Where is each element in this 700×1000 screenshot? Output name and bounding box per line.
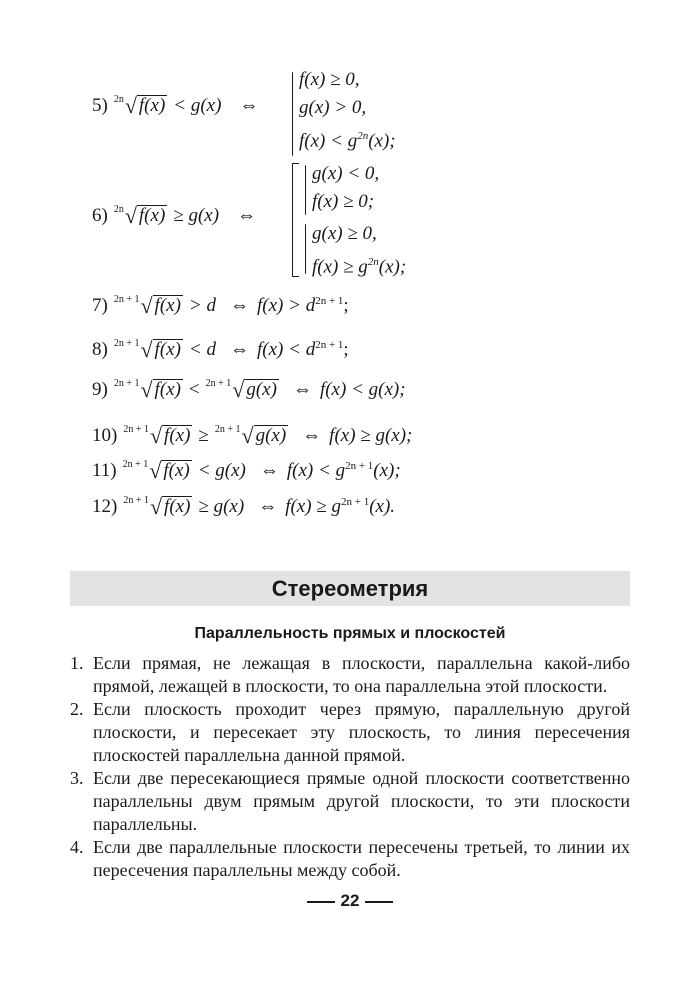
root	[206, 379, 279, 401]
rhs: f(x) ≥ g(x);	[329, 425, 413, 446]
equivalence-sign: ⇔	[239, 95, 259, 116]
relation: ≥ g(x)	[198, 496, 245, 517]
equivalence-sign: ⇔	[302, 425, 322, 446]
item-number: 4.	[70, 837, 84, 857]
root-index: 2n + 1	[123, 424, 149, 435]
radical-sign-icon: √	[124, 93, 137, 118]
rhs: f(x) > d	[257, 295, 316, 316]
formula-number: 11)	[92, 460, 117, 481]
root	[123, 425, 192, 447]
root-index: 2n	[113, 204, 124, 215]
radical-sign-icon: √	[140, 377, 153, 402]
list-item	[70, 836, 630, 882]
relation: <	[188, 379, 200, 400]
item-text: Если две параллельные плоскости пересечены третьей, то линии их пересечения параллельны между собой.	[93, 837, 630, 880]
system-brace	[305, 224, 306, 274]
list-item	[70, 698, 630, 767]
relation: ≥	[198, 425, 209, 446]
item-number: 3.	[70, 768, 84, 788]
formula-6	[92, 205, 268, 227]
exponent: 2n + 1	[315, 295, 344, 307]
system-brace	[305, 165, 306, 215]
rhs: f(x) < g(x);	[319, 379, 406, 400]
exponent: 2n	[357, 130, 369, 142]
rhs-tail: (x).	[369, 496, 396, 517]
radicand: f(x)	[154, 339, 181, 361]
theorem-list	[70, 652, 630, 912]
item-text: Если две пересекающиеся прямые одной плоскости соответственно параллельны двум прямым другой плоскости, то эти плоскости параллельны.	[93, 768, 630, 834]
system-line: g(x) > 0,	[299, 97, 367, 118]
equivalence-sign: ⇔	[292, 379, 312, 400]
radicand: g(x)	[255, 425, 287, 447]
line-tail: (x);	[368, 130, 396, 152]
formula-number: 10)	[92, 425, 118, 446]
root-index: 2n + 1	[113, 294, 140, 305]
exponent: 2n	[367, 256, 379, 268]
subsection-title: Параллельность прямых и плоскостей	[194, 625, 506, 642]
exponent: 2n + 1	[345, 460, 374, 472]
system-5	[299, 66, 396, 150]
root	[114, 95, 167, 117]
equivalence-sign: ⇔	[230, 339, 249, 360]
radicand: f(x)	[164, 425, 191, 447]
radical-sign-icon: √	[124, 203, 137, 228]
dash-right	[365, 901, 393, 903]
rhs-tail: (x);	[373, 460, 401, 481]
radical-sign-icon: √	[140, 293, 153, 318]
equivalence-sign: ⇔	[258, 496, 278, 517]
exponent: 2n + 1	[340, 496, 370, 508]
system-brace	[292, 72, 293, 156]
rhs-tail: ;	[343, 339, 349, 360]
system-line: f(x) ≥ 0,	[299, 69, 360, 90]
relation: < d	[188, 339, 216, 360]
section-title: Стереометрия	[271, 576, 429, 601]
system-6b	[312, 220, 406, 276]
rhs: f(x) < d	[257, 339, 316, 360]
system-line	[299, 122, 396, 150]
section-header	[70, 571, 630, 606]
relation: ≥ g(x)	[173, 205, 220, 226]
root-index: 2n + 1	[122, 459, 149, 470]
radicand: f(x)	[163, 460, 190, 482]
formula-number: 8)	[92, 339, 108, 360]
system-line: f(x) ≥ 0;	[312, 191, 375, 212]
root	[215, 425, 288, 447]
exponent: 2n + 1	[315, 339, 344, 351]
root	[123, 460, 192, 482]
radicand: f(x)	[154, 295, 181, 317]
rhs: f(x) ≥ g	[285, 496, 341, 517]
relation: < g(x)	[197, 460, 246, 481]
relation: < g(x)	[173, 95, 222, 116]
equivalence-sign: ⇔	[230, 295, 249, 316]
root-index: 2n + 1	[214, 424, 241, 435]
item-number: 1.	[70, 653, 84, 673]
formula-10	[92, 425, 412, 447]
root	[114, 339, 183, 361]
system-line: g(x) ≥ 0,	[312, 223, 377, 244]
line-base: f(x) ≥ g	[312, 256, 368, 278]
formula-5	[92, 95, 270, 117]
radicand: f(x)	[164, 496, 191, 518]
radical-sign-icon: √	[149, 423, 163, 448]
equivalence-sign: ⇔	[237, 205, 257, 226]
formula-number: 9)	[92, 379, 108, 400]
root-index: 2n	[113, 94, 124, 105]
formula-number: 6)	[92, 205, 108, 226]
union-bracket	[292, 163, 299, 277]
formula-11	[92, 460, 401, 482]
radicand: f(x)	[138, 205, 166, 227]
formula-9	[92, 379, 406, 401]
line-base: f(x) < g	[299, 130, 358, 152]
radical-sign-icon: √	[232, 377, 245, 402]
radical-sign-icon: √	[140, 337, 153, 362]
formula-number: 5)	[92, 95, 108, 116]
radical-sign-icon: √	[241, 423, 254, 448]
item-number: 2.	[70, 699, 84, 719]
rhs-tail: ;	[343, 295, 349, 316]
relation: > d	[188, 295, 216, 316]
item-text: Если прямая, не лежащая в плоскости, параллельна какой-либо прямой, лежащей в плоскости, то она параллельна этой плоскости.	[93, 653, 630, 696]
formula-12	[92, 496, 395, 518]
page-footer	[70, 890, 630, 912]
item-text: Если плоскость проходит через прямую, параллельную другой плоскости, и пересекает эту плоскость, то линия пересечения плоскостей параллельна данной прямой.	[93, 699, 630, 765]
root	[114, 295, 183, 317]
system-line	[312, 248, 406, 276]
radicand: g(x)	[246, 379, 277, 401]
root	[114, 205, 167, 227]
root-index: 2n + 1	[113, 338, 140, 349]
page-number: 22	[340, 891, 360, 910]
list-item	[70, 767, 630, 836]
root	[123, 496, 192, 518]
system-6a	[312, 160, 379, 216]
radicand: f(x)	[154, 379, 181, 401]
root-index: 2n + 1	[205, 378, 232, 389]
formula-number: 7)	[92, 295, 108, 316]
equivalence-sign: ⇔	[259, 460, 279, 481]
formula-number: 12)	[92, 496, 118, 517]
system-line: g(x) < 0,	[312, 163, 380, 184]
rhs: f(x) < g	[286, 460, 346, 481]
formula-8	[92, 339, 349, 361]
root	[114, 379, 183, 401]
radical-sign-icon: √	[149, 458, 162, 483]
formula-7	[92, 295, 349, 317]
radicand: f(x)	[138, 95, 166, 117]
root-index: 2n + 1	[123, 495, 149, 506]
dash-left	[307, 901, 335, 903]
root-index: 2n + 1	[113, 378, 140, 389]
list-item	[70, 652, 630, 698]
line-tail: (x);	[378, 256, 407, 278]
radical-sign-icon: √	[149, 494, 163, 519]
